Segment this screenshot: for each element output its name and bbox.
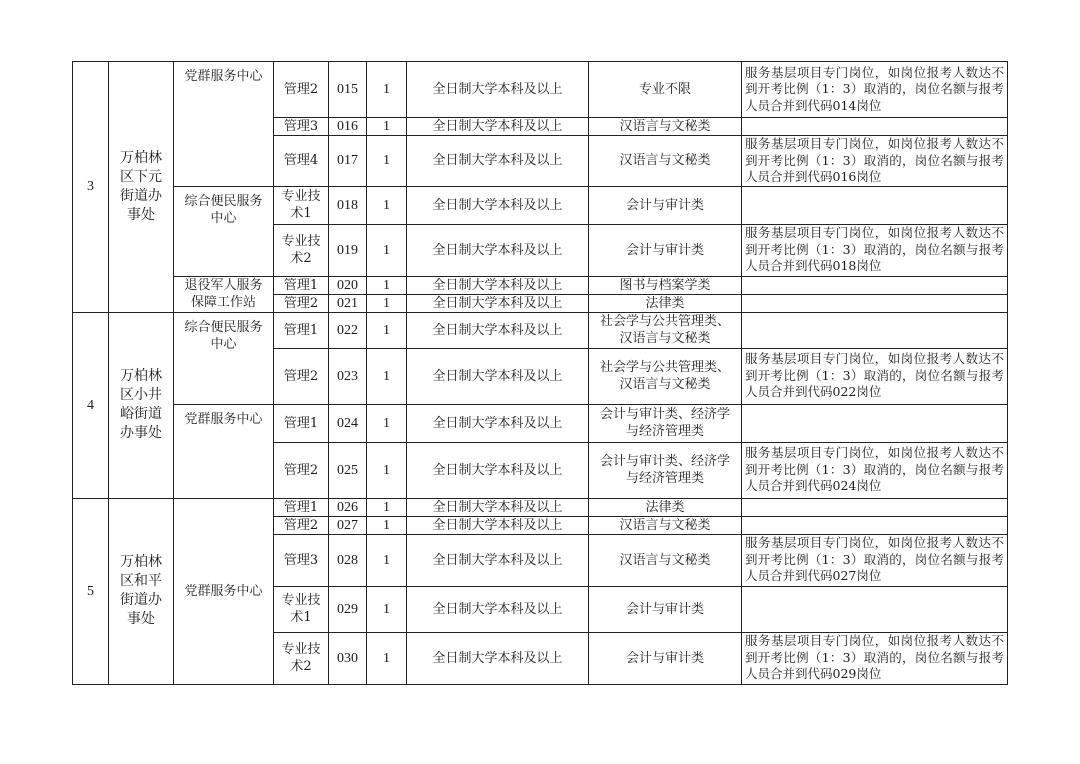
dept-cell: 党群服务中心 xyxy=(174,498,274,684)
code-cell: 018 xyxy=(329,186,367,224)
code-cell: 027 xyxy=(329,516,367,534)
dept-cell: 党群服务中心 xyxy=(174,62,274,187)
count-cell: 1 xyxy=(367,136,407,187)
count-cell: 1 xyxy=(367,442,407,498)
count-cell: 1 xyxy=(367,186,407,224)
note-cell: 服务基层项目专门岗位，如岗位报考人数达不到开考比例（1：3）取消的，岗位名额与报考人员合并到代码018岗位 xyxy=(742,224,1008,276)
seq-cell: 3 xyxy=(73,62,109,313)
count-cell: 1 xyxy=(367,118,407,136)
post-cell: 管理1 xyxy=(274,276,329,294)
code-cell: 028 xyxy=(329,534,367,586)
note-cell: 服务基层项目专门岗位，如岗位报考人数达不到开考比例（1：3）取消的，岗位名额与报考人员合并到代码014岗位 xyxy=(742,62,1008,118)
major-cell: 法律类 xyxy=(589,294,742,312)
edu-cell: 全日制大学本科及以上 xyxy=(407,186,589,224)
count-cell: 1 xyxy=(367,224,407,276)
recruitment-table xyxy=(72,61,1008,685)
major-cell: 汉语言与文秘类 xyxy=(589,118,742,136)
note-cell: 服务基层项目专门岗位，如岗位报考人数达不到开考比例（1：3）取消的，岗位名额与报考人员合并到代码016岗位 xyxy=(742,136,1008,187)
code-cell: 022 xyxy=(329,312,367,348)
count-cell: 1 xyxy=(367,62,407,118)
count-cell: 1 xyxy=(367,294,407,312)
major-cell: 专业不限 xyxy=(589,62,742,118)
code-cell: 024 xyxy=(329,404,367,442)
note-cell xyxy=(742,586,1008,632)
post-cell: 专业技术1 xyxy=(274,186,329,224)
note-cell xyxy=(742,498,1008,516)
table-row xyxy=(73,312,1008,348)
edu-cell: 全日制大学本科及以上 xyxy=(407,312,589,348)
note-cell: 服务基层项目专门岗位，如岗位报考人数达不到开考比例（1：3）取消的，岗位名额与报考人员合并到代码022岗位 xyxy=(742,348,1008,404)
major-cell: 会计与审计类 xyxy=(589,186,742,224)
note-cell xyxy=(742,294,1008,312)
code-cell: 016 xyxy=(329,118,367,136)
code-cell: 026 xyxy=(329,498,367,516)
post-cell: 管理2 xyxy=(274,294,329,312)
count-cell: 1 xyxy=(367,586,407,632)
count-cell: 1 xyxy=(367,348,407,404)
post-cell: 管理2 xyxy=(274,442,329,498)
dept-cell: 综合便民服务中心 xyxy=(174,186,274,276)
note-cell xyxy=(742,312,1008,348)
major-cell: 图书与档案学类 xyxy=(589,276,742,294)
code-cell: 021 xyxy=(329,294,367,312)
post-cell: 管理3 xyxy=(274,534,329,586)
dept-cell: 党群服务中心 xyxy=(174,404,274,498)
major-cell: 会计与审计类 xyxy=(589,632,742,684)
note-cell: 服务基层项目专门岗位，如岗位报考人数达不到开考比例（1：3）取消的，岗位名额与报考人员合并到代码024岗位 xyxy=(742,442,1008,498)
note-cell: 服务基层项目专门岗位，如岗位报考人数达不到开考比例（1：3）取消的，岗位名额与报考人员合并到代码029岗位 xyxy=(742,632,1008,684)
count-cell: 1 xyxy=(367,276,407,294)
post-cell: 管理2 xyxy=(274,348,329,404)
edu-cell: 全日制大学本科及以上 xyxy=(407,632,589,684)
edu-cell: 全日制大学本科及以上 xyxy=(407,442,589,498)
table-row xyxy=(73,62,1008,118)
table-row xyxy=(73,276,1008,294)
code-cell: 025 xyxy=(329,442,367,498)
code-cell: 030 xyxy=(329,632,367,684)
major-cell: 法律类 xyxy=(589,498,742,516)
code-cell: 015 xyxy=(329,62,367,118)
edu-cell: 全日制大学本科及以上 xyxy=(407,118,589,136)
edu-cell: 全日制大学本科及以上 xyxy=(407,294,589,312)
note-cell xyxy=(742,404,1008,442)
post-cell: 专业技术1 xyxy=(274,586,329,632)
note-cell: 服务基层项目专门岗位，如岗位报考人数达不到开考比例（1：3）取消的，岗位名额与报考人员合并到代码027岗位 xyxy=(742,534,1008,586)
edu-cell: 全日制大学本科及以上 xyxy=(407,586,589,632)
post-cell: 管理1 xyxy=(274,404,329,442)
post-cell: 管理2 xyxy=(274,516,329,534)
edu-cell: 全日制大学本科及以上 xyxy=(407,276,589,294)
count-cell: 1 xyxy=(367,534,407,586)
note-cell xyxy=(742,276,1008,294)
unit-cell: 万柏林区下元街道办事处 xyxy=(109,62,174,313)
code-cell: 029 xyxy=(329,586,367,632)
major-cell: 会计与审计类 xyxy=(589,586,742,632)
major-cell: 社会学与公共管理类、汉语言与文秘类 xyxy=(589,312,742,348)
major-cell: 会计与审计类、经济学与经济管理类 xyxy=(589,404,742,442)
code-cell: 023 xyxy=(329,348,367,404)
edu-cell: 全日制大学本科及以上 xyxy=(407,348,589,404)
note-cell xyxy=(742,186,1008,224)
major-cell: 汉语言与文秘类 xyxy=(589,136,742,187)
dept-cell: 退役军人服务保障工作站 xyxy=(174,276,274,312)
major-cell: 汉语言与文秘类 xyxy=(589,534,742,586)
count-cell: 1 xyxy=(367,498,407,516)
seq-cell: 5 xyxy=(73,498,109,684)
edu-cell: 全日制大学本科及以上 xyxy=(407,62,589,118)
post-cell: 管理1 xyxy=(274,312,329,348)
note-cell xyxy=(742,118,1008,136)
major-cell: 会计与审计类 xyxy=(589,224,742,276)
count-cell: 1 xyxy=(367,632,407,684)
table-row xyxy=(73,186,1008,224)
post-cell: 专业技术2 xyxy=(274,224,329,276)
unit-cell: 万柏林区和平街道办事处 xyxy=(109,498,174,684)
post-cell: 管理4 xyxy=(274,136,329,187)
count-cell: 1 xyxy=(367,312,407,348)
post-cell: 管理1 xyxy=(274,498,329,516)
edu-cell: 全日制大学本科及以上 xyxy=(407,534,589,586)
post-cell: 专业技术2 xyxy=(274,632,329,684)
edu-cell: 全日制大学本科及以上 xyxy=(407,224,589,276)
major-cell: 汉语言与文秘类 xyxy=(589,516,742,534)
table-row xyxy=(73,498,1008,516)
post-cell: 管理2 xyxy=(274,62,329,118)
major-cell: 社会学与公共管理类、汉语言与文秘类 xyxy=(589,348,742,404)
code-cell: 017 xyxy=(329,136,367,187)
major-cell: 会计与审计类、经济学与经济管理类 xyxy=(589,442,742,498)
note-cell xyxy=(742,516,1008,534)
edu-cell: 全日制大学本科及以上 xyxy=(407,516,589,534)
table-row xyxy=(73,404,1008,442)
code-cell: 019 xyxy=(329,224,367,276)
edu-cell: 全日制大学本科及以上 xyxy=(407,404,589,442)
unit-cell: 万柏林区小井峪街道办事处 xyxy=(109,312,174,498)
count-cell: 1 xyxy=(367,404,407,442)
dept-cell: 综合便民服务中心 xyxy=(174,312,274,404)
seq-cell: 4 xyxy=(73,312,109,498)
post-cell: 管理3 xyxy=(274,118,329,136)
count-cell: 1 xyxy=(367,516,407,534)
edu-cell: 全日制大学本科及以上 xyxy=(407,498,589,516)
code-cell: 020 xyxy=(329,276,367,294)
edu-cell: 全日制大学本科及以上 xyxy=(407,136,589,187)
